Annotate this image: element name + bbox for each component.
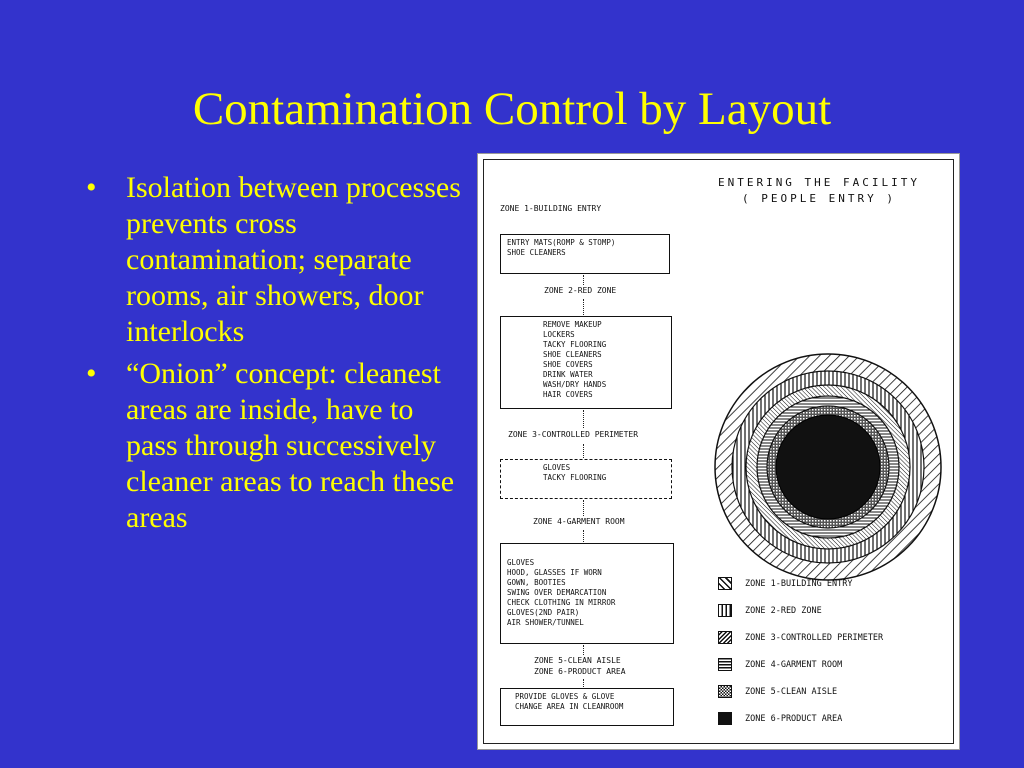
legend-item: [718, 577, 852, 590]
bullet-item: [86, 356, 471, 536]
flow-step: SHOE CLEANERS: [507, 248, 566, 257]
flow-connector: [583, 679, 584, 687]
bullet-list: [86, 170, 471, 542]
flow-box-zone4: [500, 543, 674, 644]
legend-swatch: [718, 577, 732, 590]
zone3-label: ZONE 3-CONTROLLED PERIMETER: [508, 430, 639, 439]
flow-connector: [583, 645, 584, 655]
zone1-label: ZONE 1-BUILDING ENTRY: [500, 204, 602, 213]
slide-title: Contamination Control by Layout: [192, 83, 832, 135]
flow-step: HOOD, GLASSES IF WORN: [507, 568, 602, 577]
legend-swatch: [718, 712, 732, 725]
legend-swatch: [718, 604, 732, 617]
legend-swatch: [718, 658, 732, 671]
zone5-label: ZONE 5-CLEAN AISLE: [534, 656, 621, 665]
flow-step: HAIR COVERS: [543, 390, 593, 399]
bullet-marker: •: [86, 171, 97, 204]
flow-step: TACKY FLOORING: [543, 473, 607, 482]
legend-label: ZONE 5-CLEAN AISLE: [745, 686, 838, 697]
flow-step: GOWN, BOOTIES: [507, 578, 566, 587]
legend-label: ZONE 6-PRODUCT AREA: [745, 713, 843, 724]
legend-label: ZONE 1-BUILDING ENTRY: [745, 578, 853, 589]
bullet-marker: •: [86, 357, 97, 390]
flow-step: SHOE COVERS: [543, 360, 593, 369]
zone6-label: ZONE 6-PRODUCT AREA: [534, 667, 626, 676]
flow-step: CHECK CLOTHING IN MIRROR: [507, 598, 616, 607]
diagram-header: ENTERING THE FACILITY: [717, 176, 921, 189]
legend-item: [718, 712, 842, 725]
flow-connector: [583, 275, 584, 285]
flow-step: REMOVE MAKEUP: [543, 320, 602, 329]
zone4-label: ZONE 4-GARMENT ROOM: [533, 517, 625, 526]
flow-connector: [583, 530, 584, 542]
onion-zones-diagram: [704, 352, 952, 582]
legend-label: ZONE 4-GARMENT ROOM: [745, 659, 843, 670]
flow-step: PROVIDE GLOVES & GLOVE: [515, 692, 615, 701]
flow-step: LOCKERS: [543, 330, 575, 339]
flow-step: DRINK WATER: [543, 370, 593, 379]
legend-label: ZONE 3-CONTROLLED PERIMETER: [745, 632, 884, 643]
zone2-label: ZONE 2-RED ZONE: [544, 286, 617, 295]
flow-step: ENTRY MATS(ROMP & STOMP): [507, 238, 616, 247]
facility-entry-diagram: [477, 153, 960, 750]
diagram-subheader: ( PEOPLE ENTRY ): [742, 192, 896, 205]
legend-swatch: [718, 685, 732, 698]
flow-box-zone6: [500, 688, 674, 726]
flow-box-zone2: [500, 316, 672, 409]
zone6-core: [776, 415, 880, 519]
legend-label: ZONE 2-RED ZONE: [745, 605, 822, 616]
bullet-text: “Onion” concept: cleanest areas are inside, have to pass through successively cleaner areas to reach these areas: [126, 357, 455, 534]
flow-step: SHOE CLEANERS: [543, 350, 602, 359]
legend-item: [718, 604, 822, 617]
flow-step: CHANGE AREA IN CLEANROOM: [515, 702, 624, 711]
bullet-item: [86, 170, 471, 350]
flow-step: SWING OVER DEMARCATION: [507, 588, 607, 597]
flow-connector: [583, 444, 584, 458]
flow-box-zone3: [500, 459, 672, 499]
flow-step: GLOVES(2ND PAIR): [507, 608, 580, 617]
flow-step: GLOVES: [543, 463, 571, 472]
flow-connector: [583, 410, 584, 428]
flow-step: WASH/DRY HANDS: [543, 380, 607, 389]
flow-connector: [583, 299, 584, 315]
legend-item: [718, 658, 842, 671]
legend-swatch: [718, 631, 732, 644]
flow-step: GLOVES: [507, 558, 535, 567]
legend-item: [718, 631, 883, 644]
flow-step: AIR SHOWER/TUNNEL: [507, 618, 584, 627]
bullet-text: Isolation between processes prevents cross contamination; separate rooms, air showers, door interlocks: [126, 171, 461, 348]
flow-step: TACKY FLOORING: [543, 340, 607, 349]
flow-box-zone1: [500, 234, 670, 274]
flow-connector: [583, 500, 584, 516]
legend-item: [718, 685, 837, 698]
